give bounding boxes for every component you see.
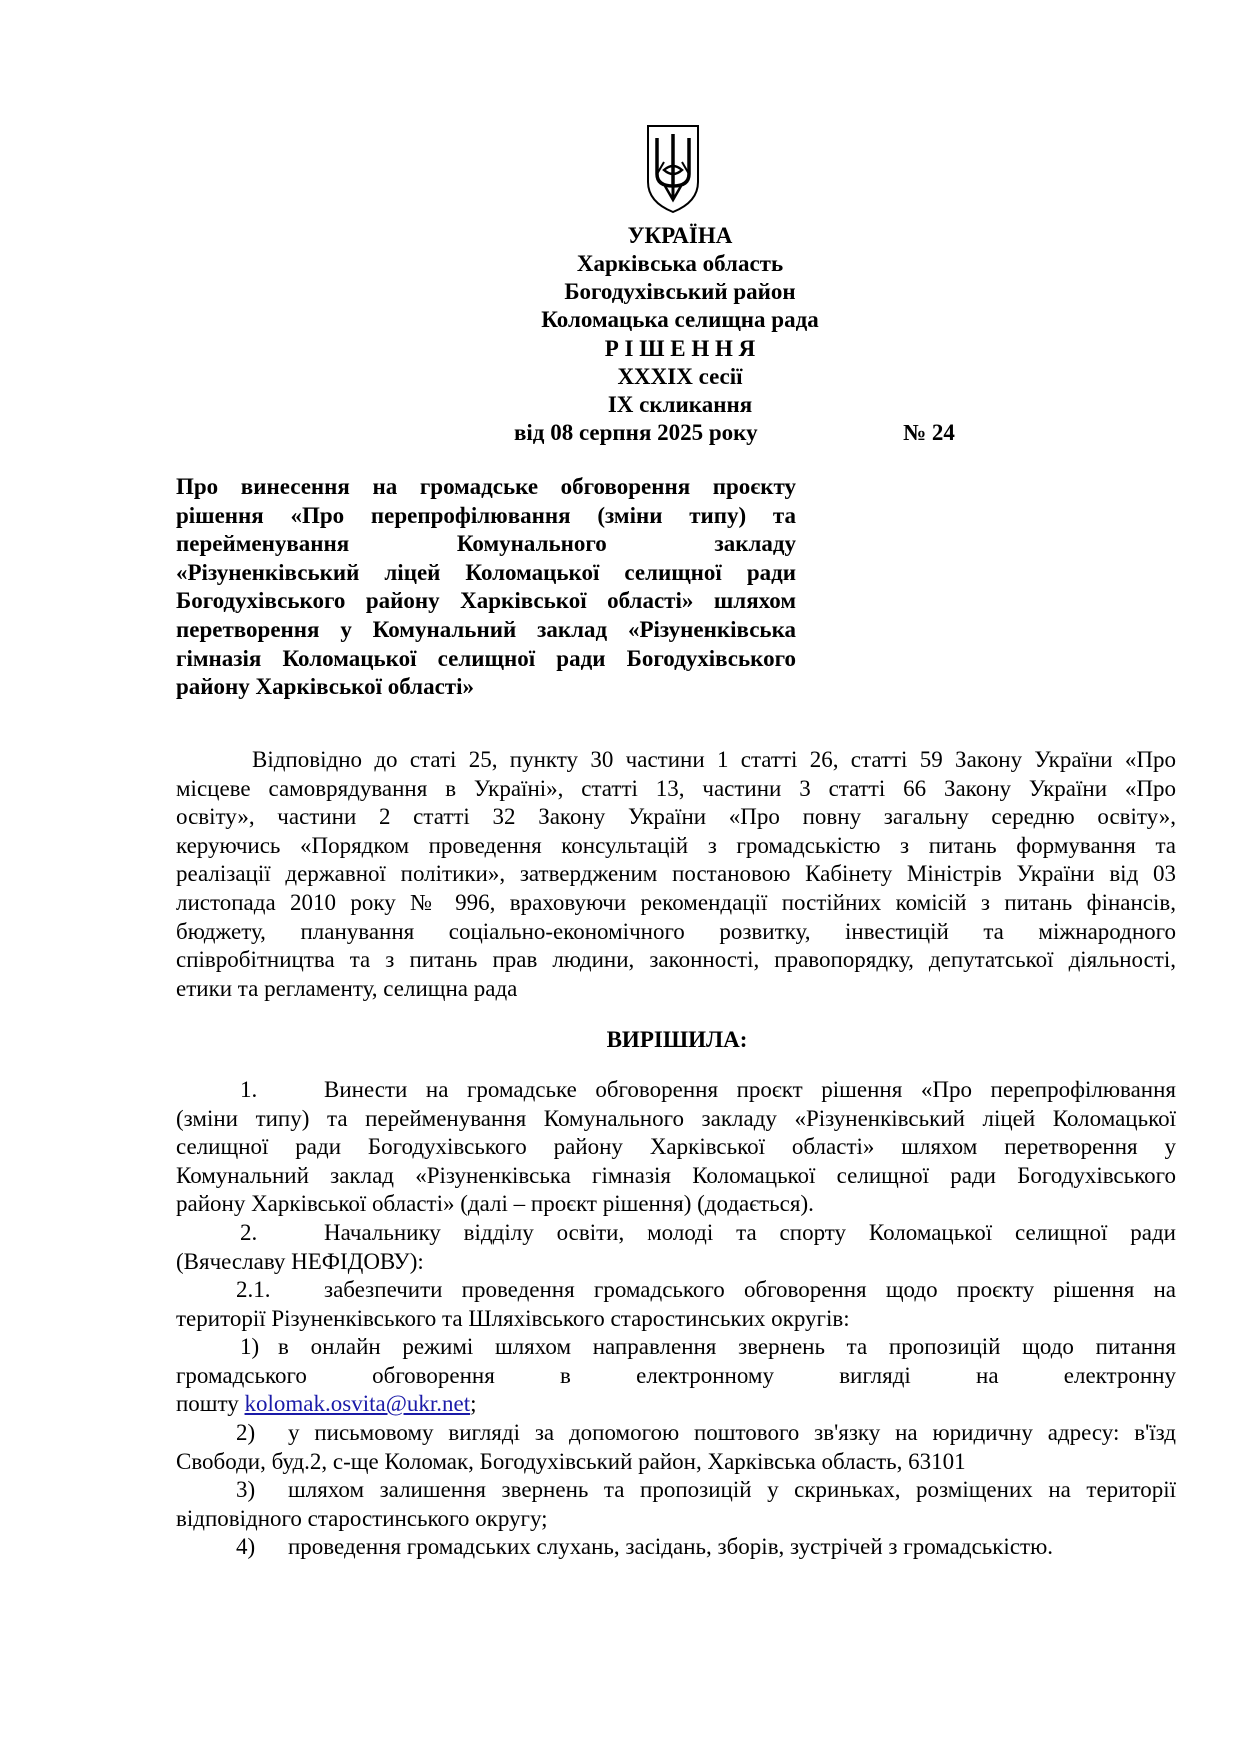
item-line: Винести на громадське обговорення проєкт рішення «Про перепрофілювання — [324, 1077, 1176, 1102]
preamble-line: реалізації державної політики», затвердженим постановою Кабінету Міністрів України від 03 — [176, 861, 1176, 887]
decision-number: № 24 — [903, 420, 955, 445]
preamble-line: Відповідно до статі 25, пункту 30 частини 1 статті 26, статті 59 Закону України «Про — [252, 747, 1176, 772]
item-line: громадського обговорення в електронному вигляді на електронну — [176, 1362, 1176, 1388]
item-line: пошту kolomak.osvita@ukr.net; — [176, 1391, 477, 1417]
header-council: Коломацька селищна рада — [541, 307, 819, 332]
item-2-1-text — [176, 1276, 1176, 1333]
item-line: Свободи, буд.2, с-ще Коломак, Богодухівський район, Харківська область, 63101 — [176, 1448, 966, 1474]
sub-3-number: 3) — [236, 1477, 256, 1502]
item-line: забезпечити проведення громадського обговорення щодо проєкту рішення на — [324, 1277, 1176, 1302]
item-line: території Різуненківського та Шляхівського старостинських округів: — [176, 1305, 850, 1331]
header-oblast: Харківська область — [576, 251, 784, 276]
subject-line: Богодухівського району Харківської області» шляхом — [176, 588, 796, 614]
header-country: УКРАЇНА — [627, 223, 733, 248]
item-1-text — [176, 1076, 1176, 1219]
sub-4-text — [176, 1533, 1176, 1562]
subject-line: Про винесення на громадське обговорення проєкту — [176, 474, 796, 499]
subject-line: гімназія Коломацької селищної ради Богодухівського — [176, 645, 796, 671]
preamble-line: співробітництва та з питань прав людини, законності, правопорядку, депутатської діяльності, — [176, 947, 1176, 973]
item-line: (Вячеславу НЕФІДОВУ): — [176, 1248, 424, 1274]
item-line: в онлайн режимі шляхом направлення звернень та пропозицій щодо питання — [278, 1334, 1176, 1359]
preamble-line: етики та регламенту, селищна рада — [176, 975, 518, 1001]
sub-4-number: 4) — [236, 1534, 256, 1559]
subject-line: «Різуненківський ліцей Коломацької селищної ради — [176, 559, 796, 585]
preamble-line: освіту», частини 2 статті 32 Закону України «Про повну загальну середню освіту», — [176, 804, 1176, 830]
preamble-line: листопада 2010 року № 996, враховуючи рекомендації постійних комісій з питань фінансів, — [176, 889, 1176, 915]
decision-subject — [176, 473, 796, 702]
preamble-paragraph — [176, 746, 1176, 1003]
item-line: Комунальний заклад «Різуненківська гімназія Коломацької селищної ради Богодухівського — [176, 1162, 1176, 1188]
preamble-line: місцеве самоврядування в Україні», статті 13, частини 3 статті 66 Закону України «Про — [176, 775, 1176, 801]
item-2-number: 2. — [240, 1220, 258, 1245]
subject-line: перейменування Комунального закладу — [176, 531, 796, 557]
item-2-text — [176, 1219, 1176, 1276]
subject-line: рішення «Про перепрофілювання (зміни типу) та — [176, 502, 796, 528]
sub-2-text — [176, 1419, 1176, 1476]
item-line: селищної ради Богодухівського району Харківської області» шляхом перетворення у — [176, 1134, 1176, 1160]
item-1-number: 1. — [240, 1077, 258, 1102]
item-line: (зміни типу) та перейменування Комунального закладу «Різуненківський ліцей Коломацької — [176, 1105, 1176, 1131]
preamble-line: керуючись «Порядком проведення консультацій з громадськістю з питань формування та — [176, 832, 1176, 858]
subject-line: району Харківської області» — [176, 674, 474, 700]
subject-line: перетворення у Комунальний заклад «Різуненківська — [176, 616, 796, 642]
header-raion: Богодухівський район — [564, 279, 796, 304]
header-doc-type: Р І Ш Е Н Н Я — [604, 336, 756, 361]
item-2-1-number: 2.1. — [236, 1277, 271, 1302]
item-line: Начальнику відділу освіти, молоді та спорту Коломацької селищної ради — [324, 1220, 1176, 1245]
item-line: проведення громадських слухань, засідань, зборів, зустрічей з громадськістю. — [288, 1534, 1054, 1559]
decided-heading: ВИРІШИЛА: — [606, 1027, 748, 1052]
item-line: району Харківської області» (далі – проєкт рішення) (додається). — [176, 1191, 814, 1217]
item-line: відповідного старостинського округу; — [176, 1505, 548, 1531]
sub-1-text — [176, 1333, 1176, 1419]
trident-emblem-icon — [644, 122, 702, 216]
email-link[interactable]: kolomak.osvita@ukr.net — [244, 1391, 471, 1417]
sub-1-number: 1) — [240, 1334, 260, 1359]
preamble-line: бюджету, планування соціально-економічного розвитку, інвестицій та міжнародного — [176, 918, 1176, 944]
sub-2-number: 2) — [236, 1420, 256, 1445]
decision-date: від 08 серпня 2025 року — [514, 420, 758, 445]
item-line: у письмовому вигляді за допомогою поштового зв'язку на юридичну адресу: в'їзд — [288, 1420, 1176, 1445]
item-line: шляхом залишення звернень та пропозицій у скриньках, розміщених на території — [288, 1477, 1176, 1502]
sub-3-text — [176, 1476, 1176, 1533]
header-convocation: IX скликання — [607, 392, 753, 417]
header-session: XXXIX сесії — [617, 364, 743, 389]
